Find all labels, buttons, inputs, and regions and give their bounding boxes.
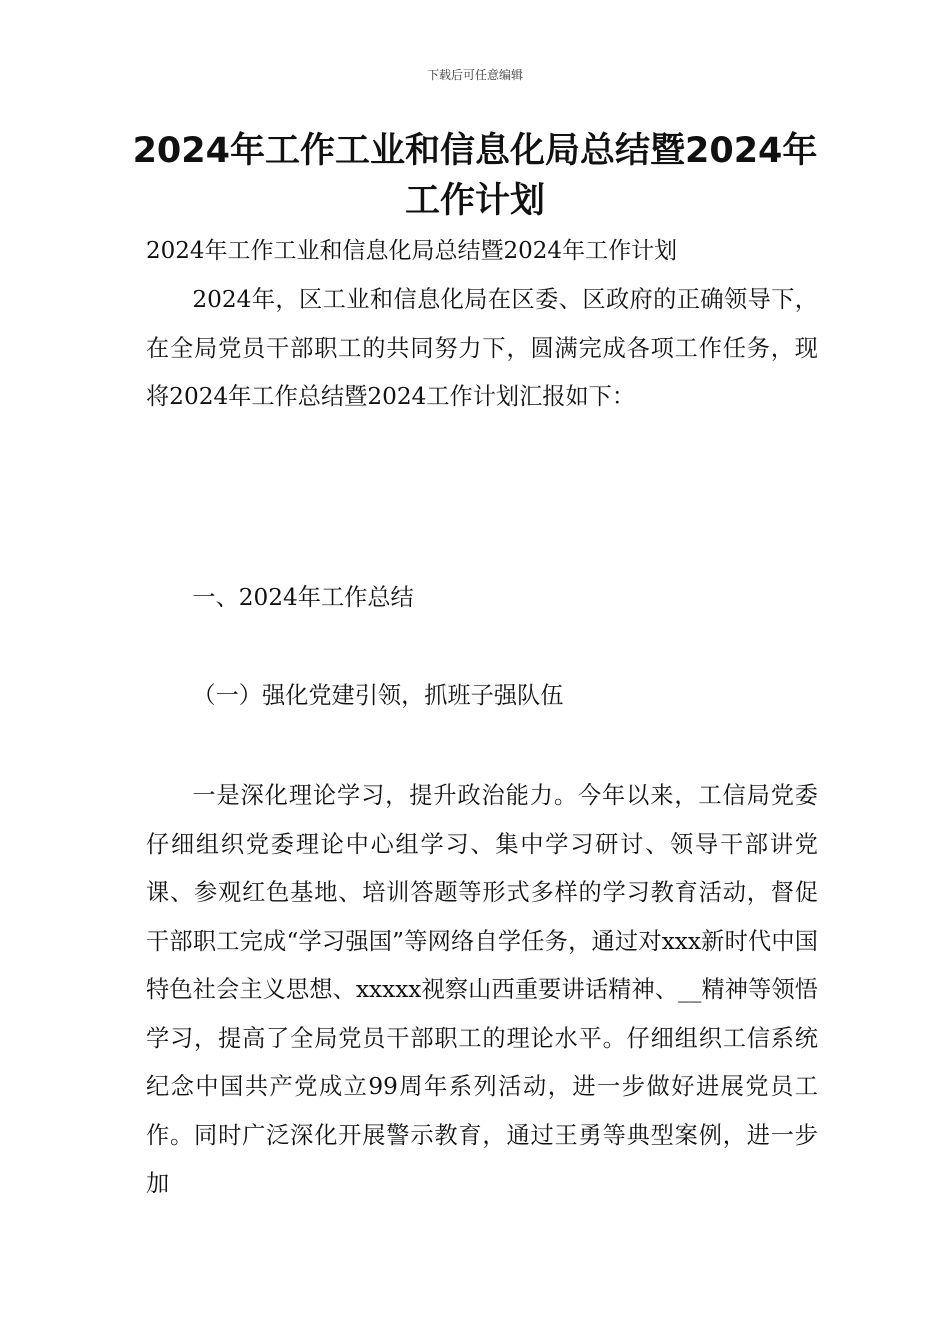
intro-paragraph: 2024年，区工业和信息化局在区委、区政府的正确领导下，在全局党员干部职工的共同努力下，圆满完成各项工作任务，现将2024年工作总结暨2024工作计划汇报如下： bbox=[146, 286, 818, 410]
section-heading: 一、2024年工作总结 bbox=[192, 584, 414, 611]
document-title-line-1: 2024年工作工业和信息化局总结暨2024年 bbox=[132, 131, 818, 171]
body-paragraph: 一是深化理论学习，提升政治能力。今年以来，工信局党委仔细组织党委理论中心组学习、集中学习研讨、领导干部讲党课、参观红色基地、培训答题等形式多样的学习教育活动，督促干部职工完成“学习强国”等网络自学任务，通过对xxx新时代中国特色社会主义思想、xxxxx视察山西重要讲话精神、__精神等领悟学习，提高了全局党员干部职工的理论水平。仔细组织工信系统纪念中国共产党成立99周年系列活动，进一步做好进展党员工作。同时广泛深化开展警示教育，通过王勇等典型案例，进一步加 bbox=[146, 782, 818, 1197]
document-subtitle: 2024年工作工业和信息化局总结暨2024年工作计划 bbox=[146, 238, 678, 264]
header-note: 下载后可任意编辑 bbox=[426, 68, 523, 82]
document-title-line-2: 工作计划 bbox=[404, 181, 545, 221]
document-title bbox=[100, 126, 850, 226]
subsection-heading: （一）强化党建引领，抓班子强队伍 bbox=[192, 682, 564, 709]
